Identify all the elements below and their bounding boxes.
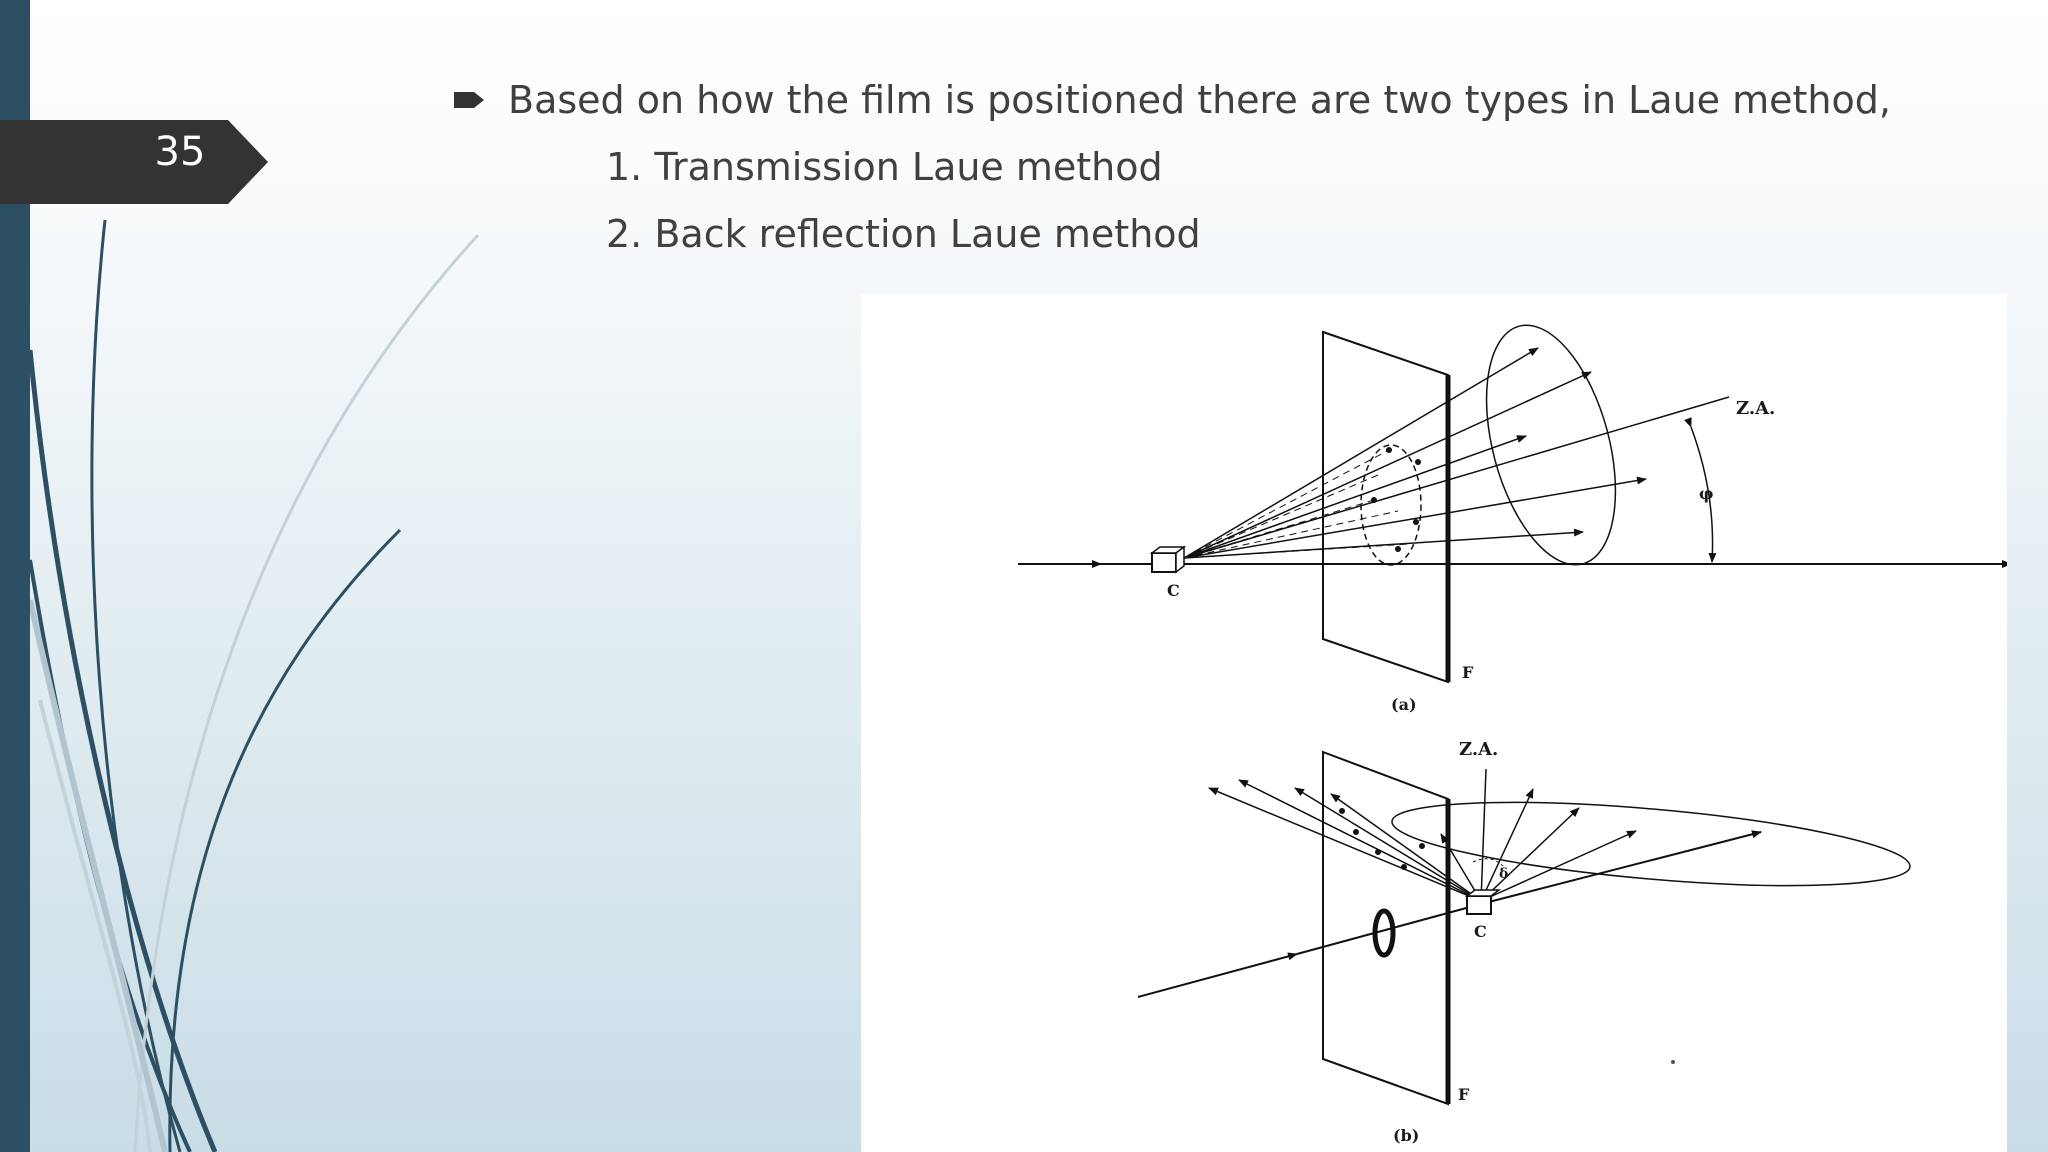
- crystal-label-a: C: [1167, 581, 1180, 600]
- zone-axis-label-a: Z.A.: [1736, 398, 1776, 419]
- list-item-back-reflection: 2. Back reflection Laue method: [606, 212, 1201, 256]
- angle-label-a: φ: [1699, 484, 1714, 503]
- panel-b-back-reflection: [1138, 739, 1913, 1145]
- crystal-label-b: C: [1474, 922, 1487, 941]
- list-item-transmission: 1. Transmission Laue method: [606, 145, 1163, 189]
- laue-diagram: [861, 294, 2007, 1152]
- film-label-a: F: [1462, 663, 1474, 682]
- zone-axis-label-b: Z.A.: [1459, 739, 1499, 760]
- arrow-bullet-icon: [452, 89, 486, 111]
- caption-b: (b): [1393, 1126, 1420, 1145]
- angle-label-b: δ: [1499, 866, 1509, 882]
- film-label-b: F: [1458, 1085, 1470, 1104]
- page-number: 35: [154, 129, 206, 175]
- caption-a: (a): [1391, 695, 1417, 714]
- laue-diagram-figure: [861, 294, 2007, 1152]
- bullet-text: Based on how the film is positioned there are two types in Laue method,: [508, 78, 1891, 122]
- bullet-point: [452, 72, 1891, 128]
- page-number-tag: [0, 120, 268, 204]
- panel-a-transmission: [1018, 311, 2007, 714]
